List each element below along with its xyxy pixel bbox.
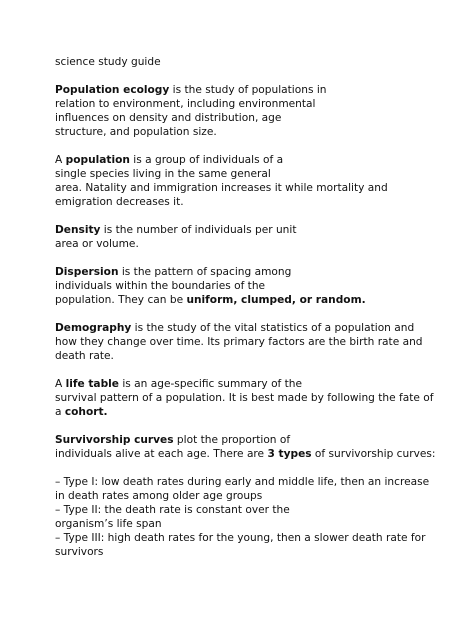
type-2-line-1: – Type II: the death rate is constant over the xyxy=(55,504,290,516)
term-dispersion: Dispersion xyxy=(55,266,119,278)
paragraph-dispersion: Dispersion is the pattern of spacing among individuals within the boundaries of the population. They can be uniform, clumped, or random. xyxy=(55,266,366,306)
paragraph-life-table: A life table is an age-specific summary of the survival pattern of a population. It is best made by following the fate of a cohort. xyxy=(55,378,434,418)
type-3-line-2: survivors xyxy=(55,546,104,558)
paragraph-density: Density is the number of individuals per unit area or volume. xyxy=(55,224,297,250)
document-title: science study guide xyxy=(55,56,161,68)
type-2-line-2: organism’s life span xyxy=(55,518,162,530)
type-1-line-2: in death rates among older age groups xyxy=(55,490,263,502)
list-survivorship-types xyxy=(55,475,435,559)
paragraph-demography: Demography is the study of the vital statistics of a population and how they change over time. Its primary factors are the birth rate and death rate. xyxy=(55,322,423,362)
term-population: population xyxy=(65,154,130,166)
paragraph-population: A population is a group of individuals of a single species living in the same general area. Natality and immigration increases it while mortality and emigration decreases it. xyxy=(55,154,388,208)
paragraph-survivorship: Survivorship curves plot the proportion of individuals alive at each age. There are 3 types of survivorship curves: xyxy=(55,434,436,460)
term-population-ecology: Population ecology xyxy=(55,84,170,96)
document-body xyxy=(55,55,435,573)
term-demography: Demography xyxy=(55,322,132,334)
type-3-line-1: – Type III: high death rates for the young, then a slower death rate for xyxy=(55,532,426,544)
survivorship-count: 3 types xyxy=(267,448,312,460)
term-cohort: cohort. xyxy=(64,406,108,418)
term-density: Density xyxy=(55,224,101,236)
dispersion-types: uniform, clumped, or random. xyxy=(186,294,366,306)
term-survivorship-curves: Survivorship curves xyxy=(55,434,174,446)
type-1-line-1: – Type I: low death rates during early and middle life, then an increase xyxy=(55,476,430,488)
term-life-table: life table xyxy=(65,378,119,390)
paragraph-population-ecology: Population ecology is the study of populations in relation to environment, including environmental influences on density and distribution, age structure, and population size. xyxy=(55,84,327,138)
